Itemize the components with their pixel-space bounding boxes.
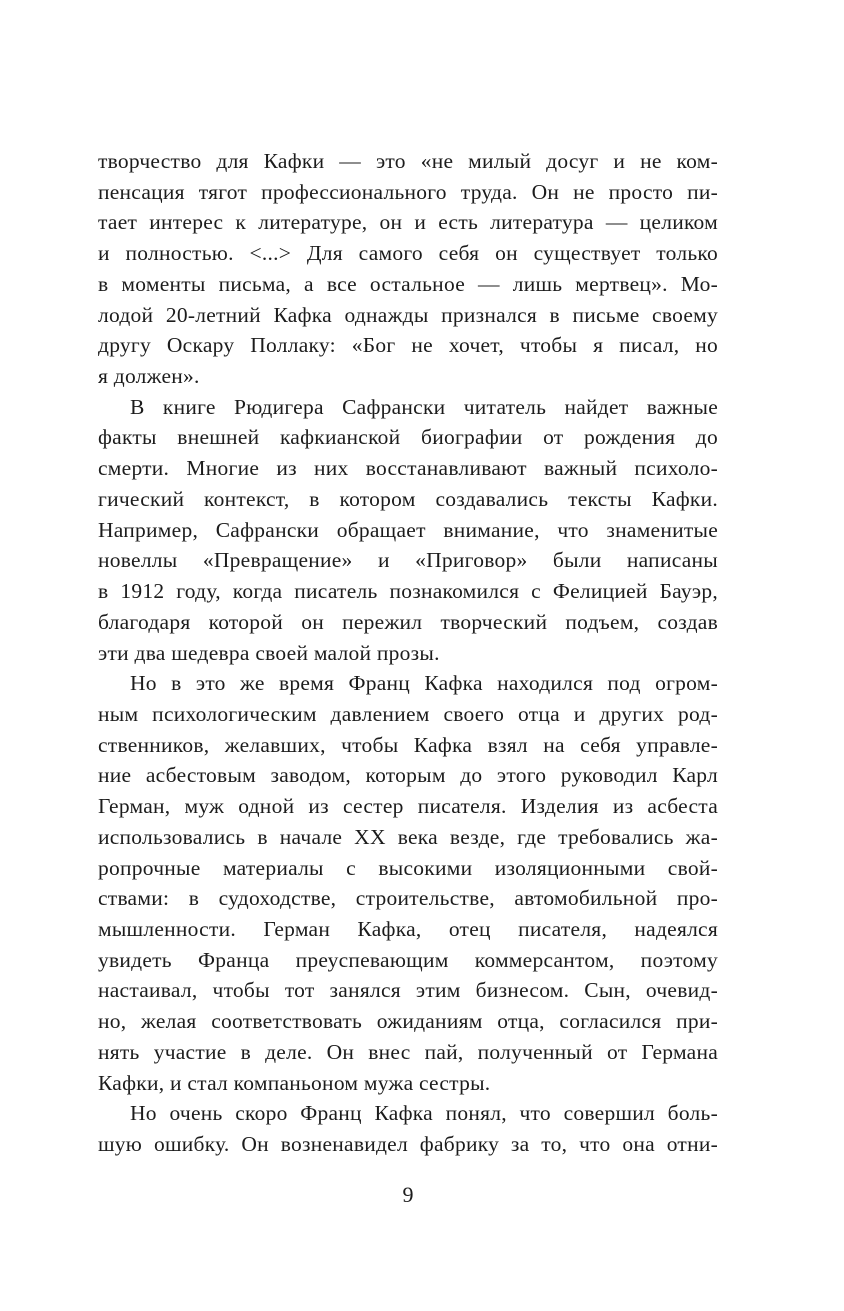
text-line: благодаря которой он пережил творческий подъем, создав — [98, 609, 718, 634]
text-line: ропрочные материалы с высокими изоляционными свой- — [98, 855, 718, 880]
text-line: творчество для Кафки — это «не милый досуг и не ком- — [98, 149, 718, 173]
text-line: гический контекст, в котором создавались тексты Кафки. — [98, 486, 718, 511]
body-text — [98, 146, 718, 1160]
text-line: тает интерес к литературе, он и есть литература — целиком — [98, 210, 718, 235]
paragraph — [98, 146, 718, 392]
text-line: я должен». — [98, 364, 200, 389]
text-line: ственников, желавших, чтобы Кафка взял на себя управле- — [98, 732, 718, 757]
text-line: другу Оскару Поллаку: «Бог не хочет, чтобы я писал, но — [98, 333, 718, 358]
text-line: ствами: в судоходстве, строительстве, автомобильной про- — [98, 886, 718, 911]
text-line: смерти. Многие из них восстанавливают важный психоло- — [98, 456, 718, 481]
text-line: эти два шедевра своей малой прозы. — [98, 640, 440, 665]
text-line: ным психологическим давлением своего отца и других род- — [98, 701, 718, 726]
text-line: в моменты письма, а все остальное — лишь мертвец». Мо- — [98, 271, 718, 296]
text-line: Например, Сафрански обращает внимание, что знаменитые — [98, 517, 718, 542]
text-line: Но очень скоро Франц Кафка понял, что совершил боль- — [130, 1101, 718, 1126]
text-line: В книге Рюдигера Сафрански читатель найдет важные — [130, 394, 718, 419]
text-line: Кафки, и стал компаньоном мужа сестры. — [98, 1070, 491, 1095]
text-line: нять участие в деле. Он внес пай, полученный от Германа — [98, 1039, 718, 1064]
paragraph — [98, 392, 718, 668]
text-line: настаивал, чтобы тот занялся этим бизнесом. Сын, очевид- — [98, 978, 718, 1003]
text-line: новеллы «Превращение» и «Приговор» были написаны — [98, 548, 718, 573]
paragraph — [98, 668, 718, 1098]
page-number: 9 — [402, 1182, 414, 1207]
text-line: мышленности. Герман Кафка, отец писателя, надеялся — [98, 916, 718, 941]
text-line: Но в это же время Франц Кафка находился под огром- — [130, 671, 718, 696]
text-line: факты внешней кафкианской биографии от рождения до — [98, 425, 718, 450]
paragraph — [98, 1098, 718, 1159]
text-line: шую ошибку. Он возненавидел фабрику за то, что она отни- — [98, 1132, 718, 1156]
text-line: использовались в начале XX века везде, где требовались жа- — [98, 824, 718, 849]
text-line: лодой 20-летний Кафка однажды признался в письме своему — [98, 302, 718, 327]
text-line: в 1912 году, когда писатель познакомился с Фелицией Бауэр, — [98, 579, 718, 604]
text-line: пенсация тягот профессионального труда. Он не просто пи- — [98, 179, 718, 204]
text-line: Герман, муж одной из сестер писателя. Изделия из асбеста — [98, 794, 718, 819]
text-line: ние асбестовым заводом, которым до этого руководил Карл — [98, 763, 718, 788]
text-line: и полностью. <...> Для самого себя он существует только — [98, 241, 718, 266]
text-line: но, желая соответствовать ожиданиям отца, согласился при- — [98, 1009, 718, 1034]
text-line: увидеть Франца преуспевающим коммерсантом, поэтому — [98, 947, 718, 972]
